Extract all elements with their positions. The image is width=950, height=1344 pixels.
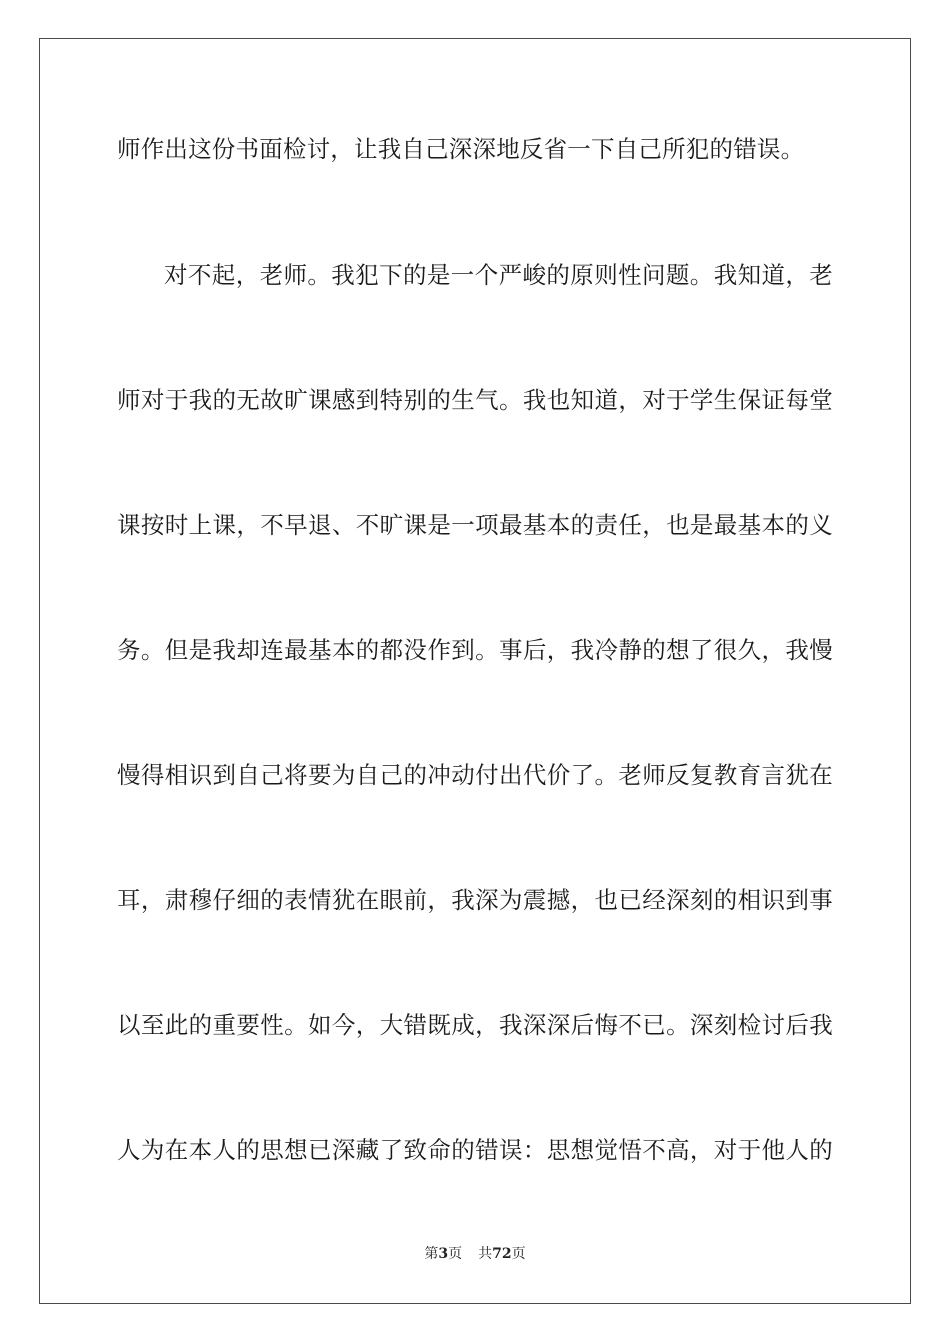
total-pages: 72 <box>492 1246 512 1262</box>
body-text-line: 对不起，老师。我犯下的是一个严峻的原则性问题。我知道，老 <box>164 261 833 289</box>
body-text-line: 以至此的重要性。如今，大错既成，我深深后悔不已。深刻检讨后我 <box>117 1011 833 1039</box>
page-number: 3 <box>438 1246 449 1262</box>
body-text-line: 师对于我的无故旷课感到特别的生气。我也知道，对于学生保证每堂 <box>117 386 833 414</box>
body-text-line: 务。但是我却连最基本的都没作到。事后，我冷静的想了很久，我慢 <box>117 636 833 664</box>
page-footer <box>0 1245 950 1263</box>
total-suffix: 页 <box>511 1246 526 1262</box>
body-text-line: 课按时上课，不早退、不旷课是一项最基本的责任，也是最基本的义 <box>117 511 833 539</box>
body-text-line: 师作出这份书面检讨，让我自己深深地反省一下自己所犯的错误。 <box>117 135 805 163</box>
body-text-line: 人为在本人的思想已深藏了致命的错误：思想觉悟不高，对于他人的 <box>117 1136 833 1164</box>
body-text-line: 耳，肃穆仔细的表情犹在眼前，我深为震撼，也已经深刻的相识到事 <box>117 886 833 914</box>
page-border <box>39 38 911 1304</box>
page-suffix: 页 <box>448 1246 463 1262</box>
body-text-line: 慢得相识到自己将要为自己的冲动付出代价了。老师反复教育言犹在 <box>117 761 833 789</box>
page-prefix: 第 <box>424 1246 439 1262</box>
total-prefix: 共 <box>478 1246 493 1262</box>
